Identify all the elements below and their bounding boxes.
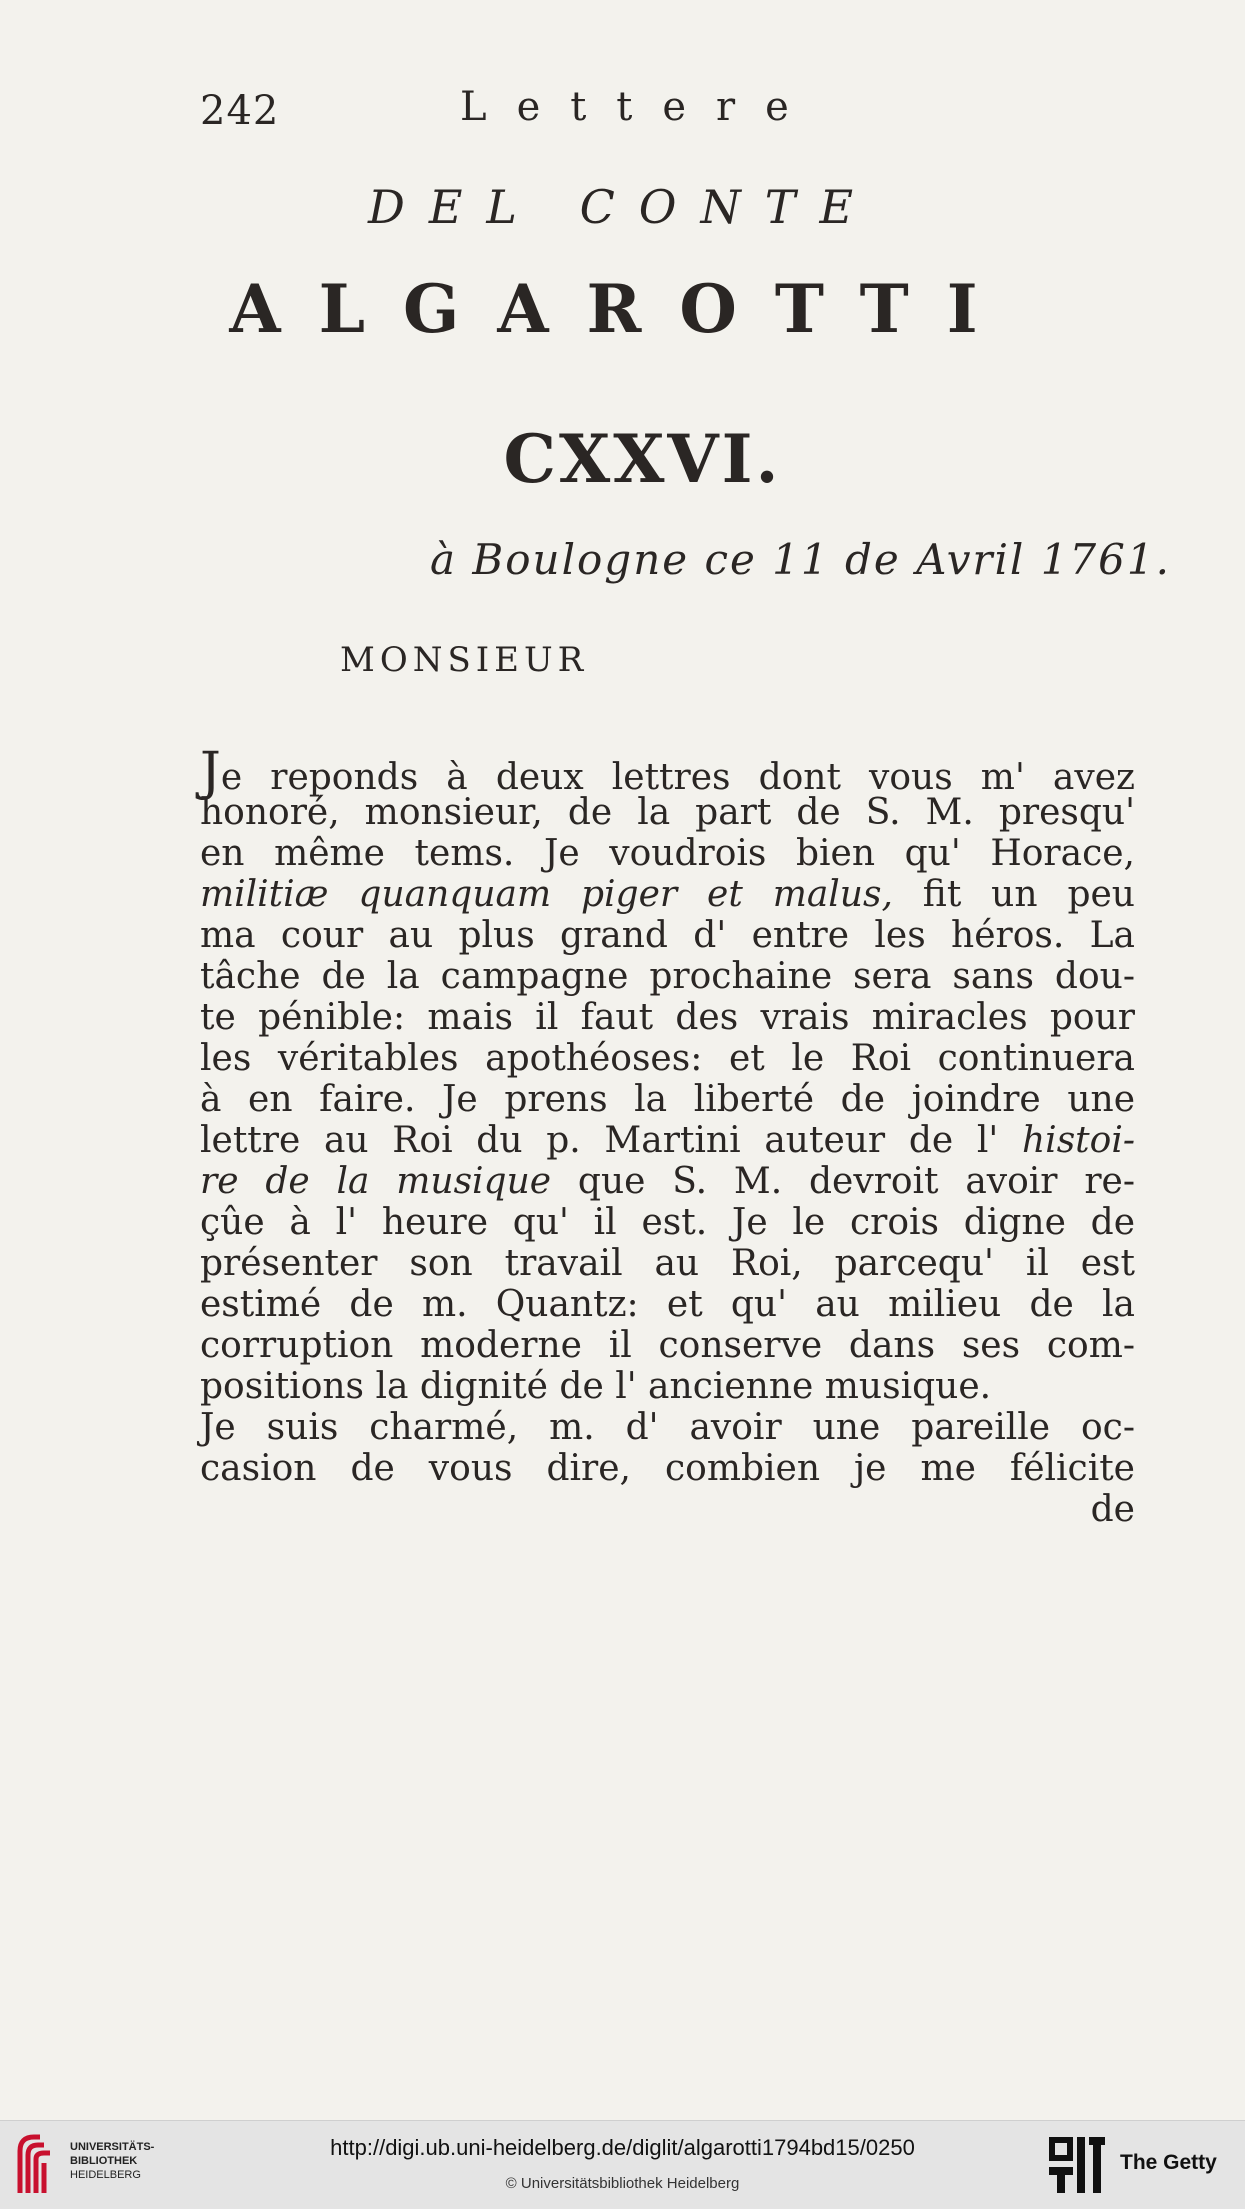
text-line (200, 957, 1135, 997)
text-line (200, 1367, 1135, 1407)
text-line (200, 998, 1135, 1038)
copyright-notice: © Universitätsbibliothek Heidelberg (505, 2175, 740, 2192)
text-line (200, 1408, 1135, 1448)
italic-text: re de la musique (200, 1161, 552, 1202)
text-span: de (1090, 1489, 1135, 1530)
text-line (200, 1490, 1135, 1530)
viewer-footer (0, 2120, 1245, 2209)
text-line (200, 1121, 1135, 1161)
text-span: çûe à l' heure qu' il est. Je le crois digne de (200, 1202, 1135, 1243)
text-span: que S. M. devroit avoir re- (551, 1161, 1135, 1202)
text-span: corruption moderne il conserve dans ses com- (200, 1325, 1135, 1366)
text-line (200, 875, 1135, 915)
permalink-url[interactable]: http://digi.ub.uni-heidelberg.de/diglit/algarotti1794bd15/0250 (330, 2135, 915, 2160)
text-span: te pénible: mais il faut des vrais miracles pour (200, 997, 1135, 1038)
text-span: positions la dignité de l' ancienne musique. (200, 1366, 992, 1407)
text-span: tâche de la campagne prochaine sera sans dou- (200, 956, 1135, 997)
library-name-line-2: BIBLIOTHEK (70, 2155, 138, 2167)
dateline: à Boulogne ce 11 de Avril 1761. (430, 535, 1171, 584)
text-span: présenter son travail au Roi, parcequ' il est (200, 1243, 1135, 1284)
text-line (200, 1449, 1135, 1489)
text-line (200, 834, 1135, 874)
title-line-1: DEL CONTE (367, 180, 878, 234)
text-line (200, 1326, 1135, 1366)
italic-text: histoi- (1022, 1120, 1135, 1161)
text-line (200, 1203, 1135, 1243)
text-span: les véritables apothéoses: et le Roi continuera (200, 1038, 1135, 1079)
library-name-line-1: UNIVERSITÄTS- (70, 2141, 155, 2153)
text-line (200, 1244, 1135, 1284)
text-span: honoré, monsieur, de la part de S. M. presqu' (200, 792, 1135, 833)
text-span: fit un peu (892, 874, 1135, 915)
text-span: Je suis charmé, m. d' avoir une pareille oc- (200, 1407, 1135, 1448)
text-line (200, 1039, 1135, 1079)
page-number: 242 (200, 88, 280, 134)
text-line (200, 916, 1135, 956)
letter-number: CXXVI. (503, 420, 782, 498)
text-span: estimé de m. Quantz: et qu' au milieu de la (200, 1284, 1135, 1325)
partner-name: The Getty (1120, 2151, 1217, 2174)
title-line-2: ALGAROTTI (229, 270, 1016, 348)
text-span: e reponds à deux lettres dont vous m' avez (220, 757, 1135, 798)
text-span: à en faire. Je prens la liberté de joindre une (200, 1079, 1135, 1120)
drop-cap: J (200, 742, 221, 802)
text-span: casion de vous dire, combien je me félicite (200, 1448, 1135, 1489)
getty-logo-icon (1047, 2135, 1107, 2195)
text-line (200, 1080, 1135, 1120)
salutation: MONSIEUR (340, 640, 589, 680)
running-head: Lettere (460, 84, 819, 130)
text-span: en même tems. Je voudrois bien qu' Horace, (200, 833, 1135, 874)
library-name-line-3: HEIDELBERG (70, 2169, 141, 2181)
text-line (200, 1162, 1135, 1202)
text-line (200, 1285, 1135, 1325)
text-span: ma cour au plus grand d' entre les héros. La (200, 915, 1135, 956)
italic-text: militiæ quanquam piger et malus, (200, 874, 893, 915)
text-span: lettre au Roi du p. Martini auteur de l' (200, 1120, 1022, 1161)
text-line (200, 793, 1135, 833)
